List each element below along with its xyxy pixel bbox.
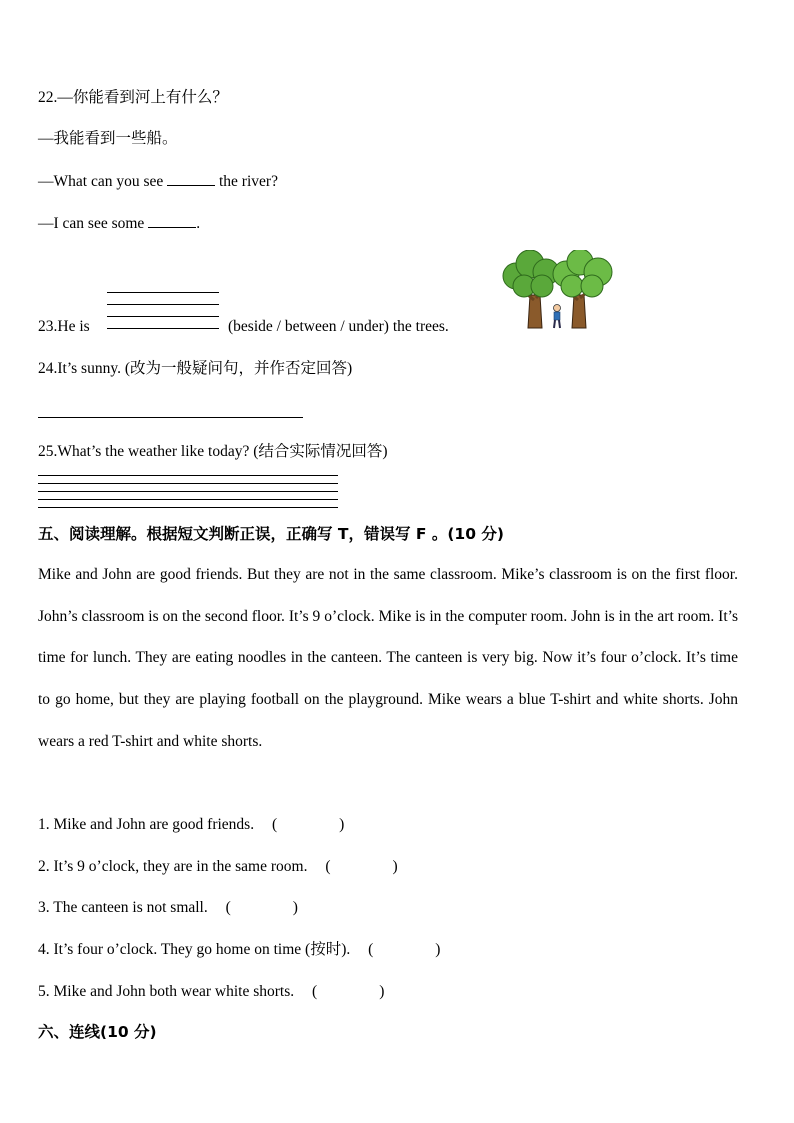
q25-answer-line-3[interactable] (38, 491, 338, 492)
tf-item-2-answer[interactable]: ( ) (325, 858, 398, 875)
tf-item-5-answer[interactable]: ( ) (312, 983, 385, 1000)
q25-answer-line-5[interactable] (38, 507, 338, 508)
q22-en-answer-part-b: . (196, 215, 201, 232)
q23-answer-line-3[interactable] (107, 316, 219, 317)
q25-text: 25.What’s the weather like today? (结合实际情况回答) (38, 443, 388, 460)
tf-item-5 (38, 982, 384, 1002)
q22-question-blank[interactable] (167, 171, 215, 186)
q25-answer-line-2[interactable] (38, 483, 338, 484)
two-trees-with-boy-between-icon (500, 250, 616, 330)
q22-en-question-part-b: the river? (219, 173, 278, 190)
q22-cn-question: 22.—你能看到河上有什么？ (38, 89, 228, 106)
tf-item-3 (38, 898, 298, 918)
q23-suffix: (beside / between / under) the trees. (228, 318, 449, 335)
q22-en-answer (38, 213, 200, 234)
q23-prefix: 23.He is (38, 318, 90, 335)
q23-answer-line-1[interactable] (107, 292, 219, 293)
tf-item-2-text: 2. It’s 9 o’clock, they are in the same room. (38, 858, 308, 875)
q22-en-question (38, 171, 278, 192)
q25-answer-line-4[interactable] (38, 499, 338, 500)
tf-item-2 (38, 857, 398, 877)
q22-answer-blank[interactable] (148, 213, 196, 228)
q23-answer-line-4[interactable] (107, 328, 219, 329)
tf-item-3-answer[interactable]: ( ) (225, 899, 298, 916)
tf-item-1 (38, 815, 344, 835)
tf-item-4-text: 4. It’s four o’clock. They go home on time (按时). (38, 941, 351, 958)
q24-text: 24.It’s sunny. (改为一般疑问句，并作否定回答) (38, 360, 353, 377)
section5-passage: Mike and John are good friends. But they are not in the same classroom. Mike’s classroom is on the first floor. John’s classroom is on the second floor. It’s 9 o’clock. Mike is in the computer room. John is in the art room. It’s time for lunch. They are eating noodles in the canteen. The canteen is very big. Now it’s four o’clock. It’s time to go home, but they are playing football on the playground. Mike wears a blue T-shirt and white shorts. John wears a red T-shirt and white shorts. (38, 566, 738, 750)
tf-item-3-text: 3. The canteen is not small. (38, 899, 208, 916)
q25-answer-line-1[interactable] (38, 475, 338, 476)
q24-answer-line[interactable] (38, 417, 303, 418)
section6-title: 六、连线(10 分) (38, 1023, 157, 1041)
q23-answer-line-2[interactable] (107, 304, 219, 305)
tf-item-1-text: 1. Mike and John are good friends. (38, 816, 255, 833)
tf-item-4 (38, 940, 440, 960)
section5-title: 五、阅读理解。根据短文判断正误，正确写 T，错误写 F 。(10 分) (38, 525, 504, 543)
tf-item-1-answer[interactable]: ( ) (271, 816, 345, 833)
q22-en-answer-part-a: —I can see some (38, 215, 145, 232)
q22-en-question-part-a: —What can you see (38, 173, 164, 190)
tf-item-5-text: 5. Mike and John both wear white shorts. (38, 983, 295, 1000)
q22-cn-answer: —我能看到一些船。 (38, 130, 178, 147)
tf-item-4-answer[interactable]: ( ) (368, 941, 441, 958)
